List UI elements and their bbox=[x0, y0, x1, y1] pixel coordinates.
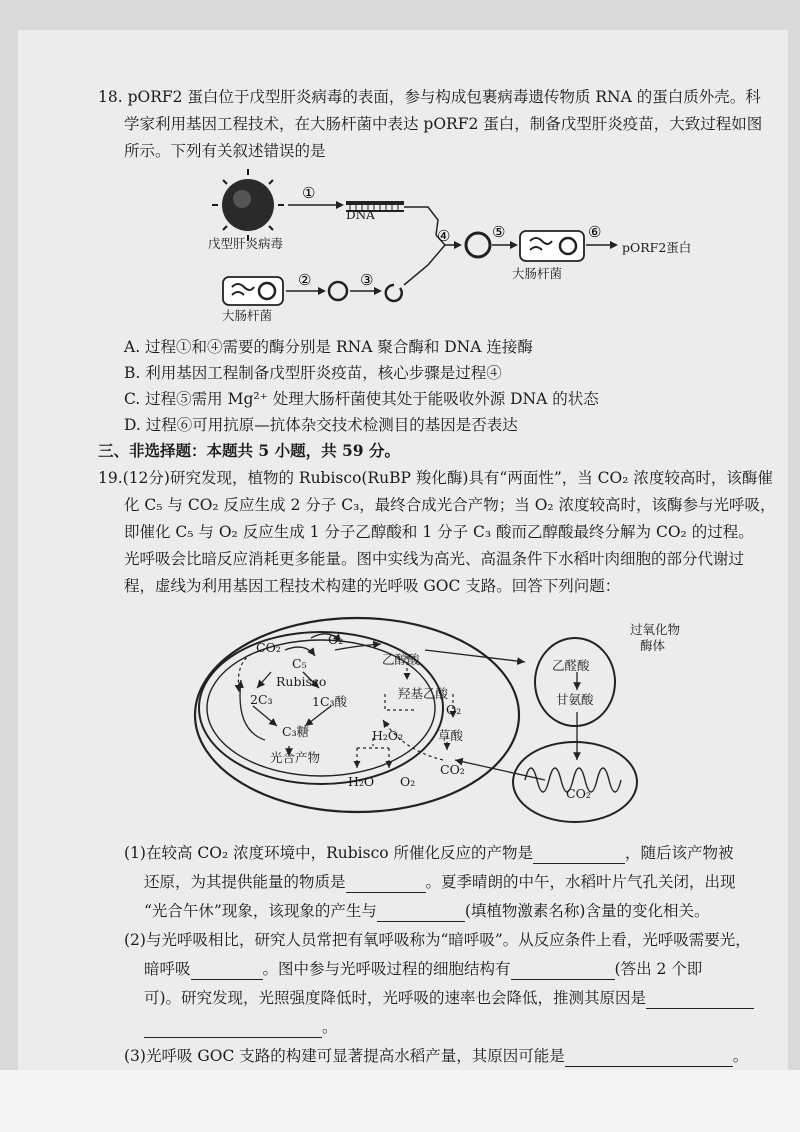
one-c3-acid-label: 1C₃酸 bbox=[312, 694, 348, 709]
answer-blank-6[interactable] bbox=[646, 992, 754, 1009]
step-5-label: ⑤ bbox=[492, 223, 506, 241]
h2o-label: H₂O bbox=[348, 774, 375, 789]
step-6-label: ⑥ bbox=[588, 223, 602, 241]
h2o2-label: H₂O₂ bbox=[372, 728, 404, 743]
answer-blank-4[interactable] bbox=[191, 963, 263, 980]
section-3-heading: 三、非选择题：本题共 5 小题，共 59 分。 bbox=[98, 441, 400, 460]
dna-label: DNA bbox=[346, 208, 375, 222]
co2-bottom-label: CO₂ bbox=[440, 762, 465, 777]
q19-line3: 即催化 C₅ 与 O₂ 反应生成 1 分子乙醇酸和 1 分子 C₃ 酸而乙醇酸最终分解为 CO₂ 的过程。 bbox=[124, 523, 754, 541]
rubisco-label: Rubisco bbox=[276, 674, 327, 689]
photosynthetic-product-label: 光合产物 bbox=[270, 750, 321, 765]
q18-option-c[interactable]: C. 过程⑤需用 Mg²⁺ 处理大肠杆菌使其处于能吸收外源 DNA 的状态 bbox=[124, 390, 599, 408]
virus-icon bbox=[212, 169, 284, 241]
mitochondrion bbox=[513, 742, 637, 822]
ecoli-label-1: 大肠杆菌 bbox=[222, 308, 273, 323]
answer-blank-2[interactable] bbox=[346, 876, 426, 893]
c3-sugar-label: C₃糖 bbox=[282, 724, 310, 739]
hydroxyacetic-acid-label: 羟基乙酸 bbox=[398, 686, 449, 701]
peroxisome-label-2: 酶体 bbox=[640, 638, 666, 653]
peroxisome-label-1: 过氧化物 bbox=[630, 622, 681, 637]
peroxisome bbox=[535, 638, 615, 726]
q19-sub3-line1: (3)光呼吸 GOC 支路的构建可显著提高水稻产量，其原因可能是 。 bbox=[124, 1047, 749, 1065]
ecoli-label-2: 大肠杆菌 bbox=[512, 266, 563, 281]
answer-blank-1[interactable] bbox=[533, 847, 625, 864]
answer-blank-5[interactable] bbox=[511, 963, 615, 980]
plasmid-icon bbox=[329, 282, 347, 300]
q19-line5: 程，虚线为利用基因工程技术构建的光呼吸 GOC 支路。回答下列问题： bbox=[124, 577, 621, 595]
glyoxylic-acid-label: 乙醛酸 bbox=[552, 658, 590, 673]
q19-sub2-line4: 。 bbox=[144, 1016, 338, 1038]
cut-plasmid-icon bbox=[386, 285, 402, 301]
answer-blank-7[interactable] bbox=[144, 1021, 322, 1038]
oxalic-acid-label: 草酸 bbox=[438, 728, 464, 743]
ecoli-icon-2 bbox=[520, 231, 584, 261]
o2-top-label: O₂ bbox=[328, 632, 344, 647]
q18-option-d[interactable]: D. 过程⑥可用抗原—抗体杂交技术检测目的基因是否表达 bbox=[124, 416, 518, 434]
q19-sub1-line3: “光合午休”现象，该现象的产生与 (填植物激素名称)含量的变化相关。 bbox=[144, 902, 710, 920]
glycine-label: 甘氨酸 bbox=[556, 692, 594, 707]
q19-sub2-line3: 可)。研究发现，光照强度降低时，光呼吸的速率也会降低，推测其原因是 bbox=[144, 987, 754, 1009]
co2-mito-label: CO₂ bbox=[566, 786, 591, 801]
q18-line1: 18. pORF2 蛋白位于戊型肝炎病毒的表面，参与构成包裹病毒遗传物质 RNA 的蛋白质外壳。科 bbox=[98, 88, 761, 106]
answer-blank-3[interactable] bbox=[377, 905, 465, 922]
q19-sub1-line2: 还原，为其提供能量的物质是 。夏季晴朗的中午，水稻叶片气孔关闭，出现 bbox=[144, 873, 736, 891]
q19-line4: 光呼吸会比暗反应消耗更多能量。图中实线为高光、高温条件下水稻叶肉细胞的部分代谢过 bbox=[124, 550, 745, 568]
recombinant-plasmid-icon bbox=[466, 233, 490, 257]
q18-option-a[interactable]: A. 过程①和④需要的酶分别是 RNA 聚合酶和 DNA 连接酶 bbox=[124, 338, 533, 356]
c5-label: C₅ bbox=[292, 656, 307, 671]
answer-blank-8[interactable] bbox=[565, 1050, 733, 1067]
q18-option-b[interactable]: B. 利用基因工程制备戊型肝炎疫苗，核心步骤是过程④ bbox=[124, 364, 502, 382]
o2-bottom-label: O₂ bbox=[400, 774, 416, 789]
virus-label: 戊型肝炎病毒 bbox=[208, 236, 284, 251]
q19-sub2-line2: 暗呼吸 。图中参与光呼吸过程的细胞结构有 (答出 2 个即 bbox=[144, 960, 703, 978]
ecoli-icon-1 bbox=[223, 277, 283, 305]
q18-line3: 所示。下列有关叙述错误的是 bbox=[124, 142, 326, 160]
q19-sub1-line1: (1)在较高 CO₂ 浓度环境中，Rubisco 所催化反应的产物是 ，随后该产物被 bbox=[124, 844, 734, 862]
o2-mid-label: O₂ bbox=[446, 702, 462, 717]
q19-line2: 化 C₅ 与 CO₂ 反应生成 2 分子 C₃，最终合成光合产物；当 O₂ 浓度较高时，该酶参与光呼吸， bbox=[124, 496, 776, 514]
protein-label: pORF2蛋白 bbox=[622, 240, 692, 255]
step-1-label: ① bbox=[302, 184, 316, 202]
step-2-label: ② bbox=[298, 271, 312, 289]
step-4-label: ④ bbox=[437, 227, 451, 245]
glycolic-acid-label: 乙醇酸 bbox=[382, 652, 420, 667]
two-c3-label: 2C₃ bbox=[250, 692, 273, 707]
q19-line1: 19.(12分)研究发现，植物的 Rubisco(RuBP 羧化酶)具有“两面性”，当 CO₂ 浓度较高时，该酶催 bbox=[98, 469, 773, 487]
q19-sub2-line1: (2)与光呼吸相比，研究人员常把有氧呼吸称为“暗呼吸”。从反应条件上看，光呼吸需要光， bbox=[124, 931, 751, 949]
step-3-label: ③ bbox=[360, 271, 374, 289]
co2-top-label: CO₂ bbox=[256, 640, 281, 655]
page-bottom-margin bbox=[0, 1070, 800, 1132]
q18-line2: 学家利用基因工程技术，在大肠杆菌中表达 pORF2 蛋白，制备戊型肝炎疫苗，大致过程如图 bbox=[124, 115, 763, 133]
